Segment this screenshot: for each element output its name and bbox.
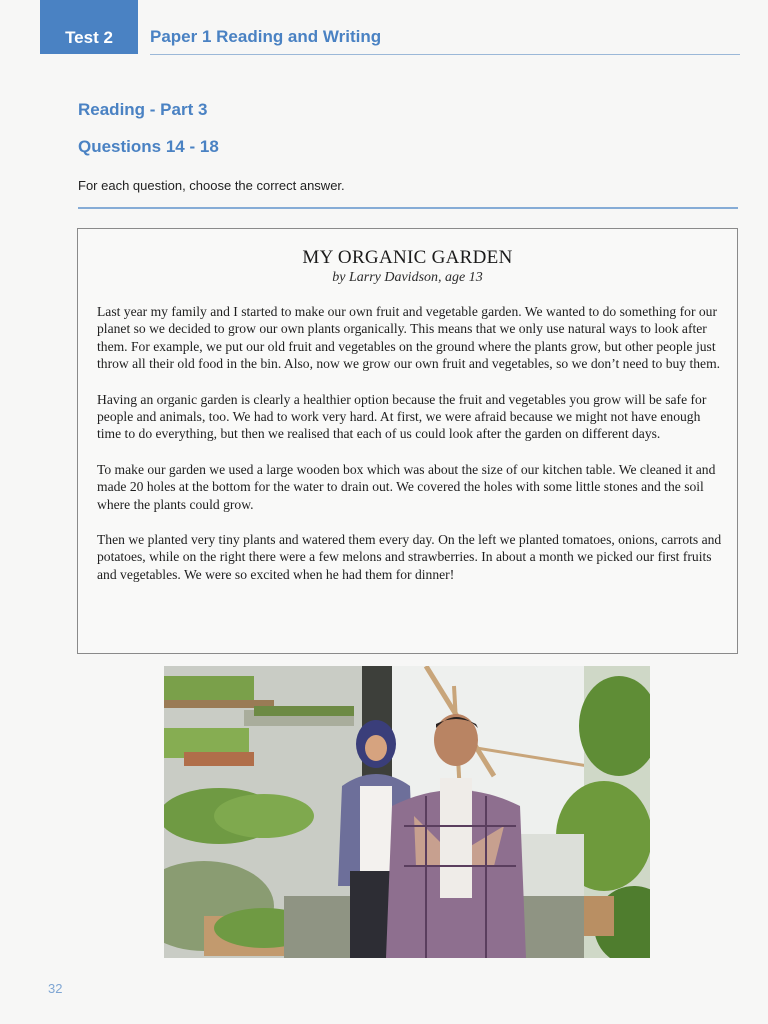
header-divider (150, 54, 740, 55)
instruction-divider (78, 207, 738, 209)
article-paragraph: Then we planted very tiny plants and watered them every day. On the left we planted tomatoes, onions, carrots and potatoes, while on the right there were a few melons and strawberries. In about a month we picked our first fruits and vegetables. We were so excited when he had them for dinner! (97, 532, 722, 582)
questions-range: Questions 14 - 18 (78, 137, 219, 156)
article-title: MY ORGANIC GARDEN (302, 247, 513, 268)
paper-title: Paper 1 Reading and Writing (150, 27, 382, 46)
garden-photo (164, 666, 650, 958)
article-byline: by Larry Davidson, age 13 (332, 270, 483, 285)
test-label: Test 2 (65, 28, 113, 47)
instruction-text: For each question, choose the correct answer. (78, 178, 345, 193)
garden-photo-illustration (164, 666, 650, 958)
article-body (97, 303, 722, 601)
article-paragraph: Last year my family and I started to make our own fruit and vegetable garden. We wanted to do something for our planet so we decided to grow our own plants organically. This means that we only use natural ways to look after them. For example, we put our old fruit and vegetables on the ground where the plants grow, but other people just throw all their old food in the bin. Also, now we grow our own fruit and vegetables, so we don’t need to buy them. (97, 304, 721, 372)
article-box (77, 228, 738, 654)
article-paragraph: To make our garden we used a large wooden box which was about the size of our kitchen table. We cleaned it and made 20 holes at the bottom for the water to drain out. We covered the holes with some little stones and the soil where the plants could grow. (97, 461, 716, 512)
test-label-tab (40, 0, 138, 54)
section-title: Reading - Part 3 (78, 100, 208, 119)
article-paragraph: Having an organic garden is clearly a healthier option because the fruit and vegetables you grow will be safe for people and animals, too. We had to work very hard. At first, we were afraid because we might not have enough time to do everything, but then we realised that each of us could look after the garden on different days. (97, 391, 707, 442)
page-number: 32 (48, 981, 63, 996)
